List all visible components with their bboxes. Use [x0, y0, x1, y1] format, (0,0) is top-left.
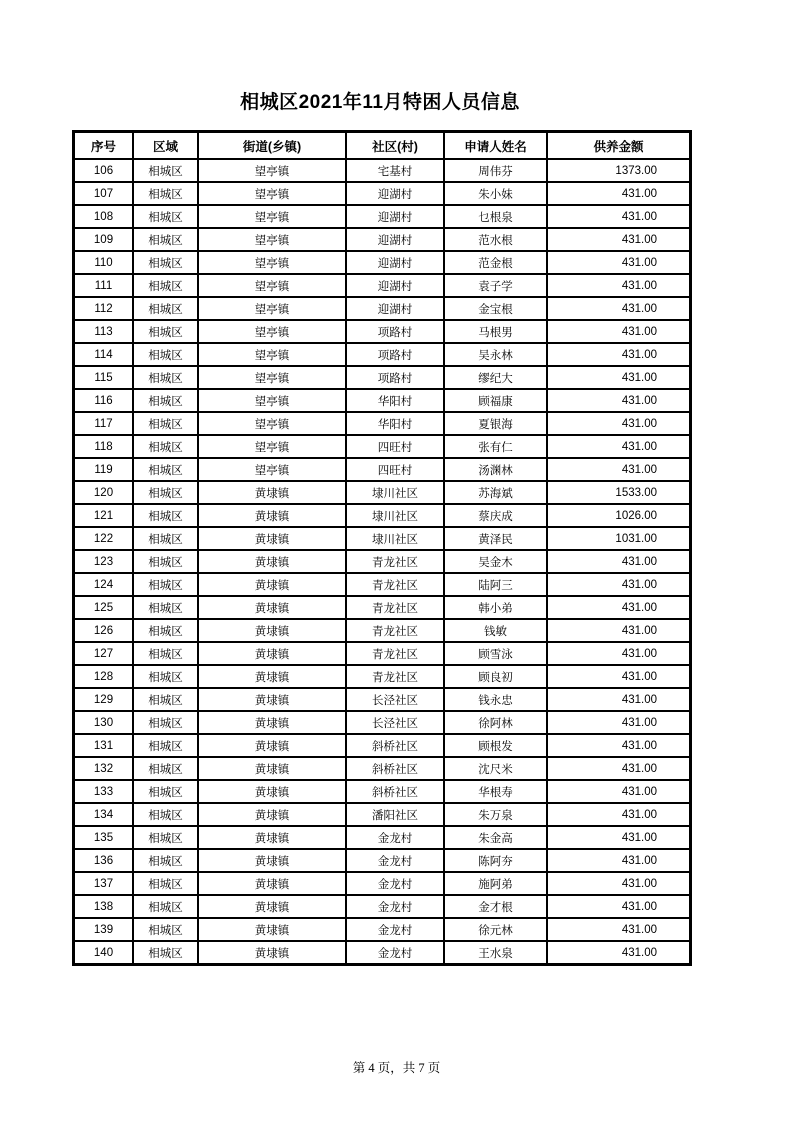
table-cell-community: 斜桥社区 [346, 780, 444, 803]
table-row [74, 596, 690, 619]
table-row [74, 228, 690, 251]
table-cell-index: 135 [74, 826, 133, 849]
table-cell-applicant: 徐元林 [444, 918, 547, 941]
table-cell-applicant: 金宝根 [444, 297, 547, 320]
table-cell-street: 望亭镇 [198, 343, 346, 366]
personnel-table [72, 130, 692, 966]
table-cell-index: 108 [74, 205, 133, 228]
table-row [74, 527, 690, 550]
table-cell-street: 黄埭镇 [198, 642, 346, 665]
table-cell-region: 相城区 [133, 320, 198, 343]
table-cell-index: 121 [74, 504, 133, 527]
table-cell-street: 黄埭镇 [198, 550, 346, 573]
table-cell-region: 相城区 [133, 642, 198, 665]
table-cell-amount: 431.00 [547, 297, 690, 320]
table-cell-street: 黄埭镇 [198, 688, 346, 711]
column-header-amount: 供养金额 [547, 132, 690, 159]
table-cell-region: 相城区 [133, 665, 198, 688]
table-cell-index: 106 [74, 159, 133, 182]
table-cell-street: 望亭镇 [198, 274, 346, 297]
table-cell-index: 115 [74, 366, 133, 389]
table-cell-community: 华阳村 [346, 389, 444, 412]
table-cell-community: 金龙村 [346, 872, 444, 895]
table-row [74, 734, 690, 757]
table-cell-community: 长泾社区 [346, 711, 444, 734]
table-cell-community: 斜桥社区 [346, 757, 444, 780]
table-cell-amount: 431.00 [547, 642, 690, 665]
table-row [74, 205, 690, 228]
table-cell-street: 黄埭镇 [198, 918, 346, 941]
table-cell-index: 124 [74, 573, 133, 596]
table-cell-region: 相城区 [133, 228, 198, 251]
table-row [74, 941, 690, 964]
table-cell-index: 140 [74, 941, 133, 964]
table-cell-street: 黄埭镇 [198, 941, 346, 964]
table-cell-community: 迎湖村 [346, 182, 444, 205]
table-cell-region: 相城区 [133, 780, 198, 803]
table-cell-applicant: 韩小弟 [444, 596, 547, 619]
table-cell-region: 相城区 [133, 412, 198, 435]
table-cell-applicant: 朱金高 [444, 826, 547, 849]
table-cell-region: 相城区 [133, 803, 198, 826]
table-cell-street: 望亭镇 [198, 320, 346, 343]
table-row [74, 803, 690, 826]
table-cell-region: 相城区 [133, 918, 198, 941]
table-cell-region: 相城区 [133, 895, 198, 918]
table-cell-region: 相城区 [133, 159, 198, 182]
table-cell-index: 117 [74, 412, 133, 435]
table-cell-street: 黄埭镇 [198, 849, 346, 872]
page-number: 第 4 页，共 7 页 [352, 1061, 441, 1075]
table-cell-street: 黄埭镇 [198, 826, 346, 849]
table-cell-applicant: 王水泉 [444, 941, 547, 964]
table-row [74, 826, 690, 849]
table-cell-amount: 431.00 [547, 596, 690, 619]
table-row [74, 918, 690, 941]
table-cell-amount: 431.00 [547, 688, 690, 711]
table-cell-applicant: 周伟芬 [444, 159, 547, 182]
table-row [74, 182, 690, 205]
table-cell-community: 埭川社区 [346, 481, 444, 504]
table-row [74, 872, 690, 895]
table-cell-index: 126 [74, 619, 133, 642]
table-cell-community: 宅基村 [346, 159, 444, 182]
table-cell-index: 132 [74, 757, 133, 780]
table-row [74, 343, 690, 366]
table-cell-street: 黄埭镇 [198, 780, 346, 803]
table-cell-street: 望亭镇 [198, 297, 346, 320]
table-cell-index: 131 [74, 734, 133, 757]
table-cell-community: 项路村 [346, 343, 444, 366]
table-cell-region: 相城区 [133, 274, 198, 297]
table-cell-amount: 431.00 [547, 711, 690, 734]
table-cell-applicant: 朱小妹 [444, 182, 547, 205]
table-cell-index: 107 [74, 182, 133, 205]
table-row [74, 711, 690, 734]
table-cell-applicant: 顾福康 [444, 389, 547, 412]
table-cell-index: 122 [74, 527, 133, 550]
table-cell-amount: 431.00 [547, 182, 690, 205]
table-cell-index: 138 [74, 895, 133, 918]
table-cell-street: 黄埭镇 [198, 734, 346, 757]
column-header-index: 序号 [74, 132, 133, 159]
table-cell-index: 139 [74, 918, 133, 941]
table-cell-community: 青龙社区 [346, 550, 444, 573]
table-cell-community: 迎湖村 [346, 228, 444, 251]
column-header-street: 街道(乡镇) [198, 132, 346, 159]
table-cell-applicant: 张有仁 [444, 435, 547, 458]
table-header [74, 132, 690, 159]
table-cell-region: 相城区 [133, 941, 198, 964]
column-header-region: 区域 [133, 132, 198, 159]
table-cell-street: 望亭镇 [198, 251, 346, 274]
table-cell-amount: 1373.00 [547, 159, 690, 182]
table-cell-region: 相城区 [133, 182, 198, 205]
table-row [74, 504, 690, 527]
table-cell-community: 青龙社区 [346, 665, 444, 688]
table-cell-street: 黄埭镇 [198, 504, 346, 527]
table-cell-index: 125 [74, 596, 133, 619]
table-row [74, 642, 690, 665]
table-cell-community: 金龙村 [346, 849, 444, 872]
table-cell-applicant: 陆阿三 [444, 573, 547, 596]
table-cell-community: 金龙村 [346, 941, 444, 964]
table-cell-applicant: 缪纪大 [444, 366, 547, 389]
table-row [74, 780, 690, 803]
table-cell-applicant: 钱永忠 [444, 688, 547, 711]
table-row [74, 320, 690, 343]
table-cell-index: 134 [74, 803, 133, 826]
table-cell-amount: 431.00 [547, 918, 690, 941]
table-cell-amount: 1026.00 [547, 504, 690, 527]
table-row [74, 389, 690, 412]
table-cell-applicant: 金才根 [444, 895, 547, 918]
table-cell-applicant: 顾良初 [444, 665, 547, 688]
table-cell-community: 项路村 [346, 320, 444, 343]
table-cell-amount: 1533.00 [547, 481, 690, 504]
table-cell-community: 长泾社区 [346, 688, 444, 711]
table-cell-region: 相城区 [133, 481, 198, 504]
table-cell-applicant: 蔡庆成 [444, 504, 547, 527]
table-cell-region: 相城区 [133, 550, 198, 573]
table-cell-street: 望亭镇 [198, 205, 346, 228]
table-cell-amount: 431.00 [547, 734, 690, 757]
table-cell-street: 望亭镇 [198, 182, 346, 205]
table-row [74, 619, 690, 642]
table-cell-amount: 431.00 [547, 849, 690, 872]
table-cell-region: 相城区 [133, 872, 198, 895]
table-cell-community: 青龙社区 [346, 596, 444, 619]
table-cell-street: 望亭镇 [198, 412, 346, 435]
table-row [74, 665, 690, 688]
table-cell-community: 青龙社区 [346, 642, 444, 665]
table-cell-amount: 431.00 [547, 573, 690, 596]
table-cell-community: 潘阳社区 [346, 803, 444, 826]
table-cell-index: 114 [74, 343, 133, 366]
table-row [74, 435, 690, 458]
table-cell-region: 相城区 [133, 711, 198, 734]
table-cell-index: 110 [74, 251, 133, 274]
table-cell-region: 相城区 [133, 527, 198, 550]
table-cell-amount: 431.00 [547, 228, 690, 251]
table-cell-index: 119 [74, 458, 133, 481]
table-cell-region: 相城区 [133, 734, 198, 757]
table-cell-amount: 431.00 [547, 389, 690, 412]
table-cell-community: 四旺村 [346, 458, 444, 481]
table-cell-amount: 431.00 [547, 941, 690, 964]
table-cell-street: 黄埭镇 [198, 895, 346, 918]
table-cell-amount: 431.00 [547, 803, 690, 826]
table-cell-index: 127 [74, 642, 133, 665]
table-cell-community: 青龙社区 [346, 573, 444, 596]
table-cell-amount: 1031.00 [547, 527, 690, 550]
table-cell-applicant: 徐阿林 [444, 711, 547, 734]
table-cell-amount: 431.00 [547, 619, 690, 642]
table-cell-community: 青龙社区 [346, 619, 444, 642]
table-cell-amount: 431.00 [547, 550, 690, 573]
table-row [74, 251, 690, 274]
table-cell-community: 四旺村 [346, 435, 444, 458]
table-header-row [74, 132, 690, 159]
table-cell-applicant: 施阿弟 [444, 872, 547, 895]
table-cell-community: 金龙村 [346, 918, 444, 941]
table-cell-index: 128 [74, 665, 133, 688]
table-cell-street: 黄埭镇 [198, 527, 346, 550]
column-header-community: 社区(村) [346, 132, 444, 159]
column-header-applicant: 申请人姓名 [444, 132, 547, 159]
table-cell-amount: 431.00 [547, 274, 690, 297]
table-cell-applicant: 苏海斌 [444, 481, 547, 504]
table-cell-index: 120 [74, 481, 133, 504]
table-row [74, 274, 690, 297]
table-cell-street: 黄埭镇 [198, 619, 346, 642]
table-cell-community: 迎湖村 [346, 297, 444, 320]
table-cell-street: 望亭镇 [198, 389, 346, 412]
table-cell-index: 113 [74, 320, 133, 343]
table-cell-amount: 431.00 [547, 780, 690, 803]
table-cell-street: 黄埭镇 [198, 803, 346, 826]
table-cell-applicant: 吴永林 [444, 343, 547, 366]
table-cell-amount: 431.00 [547, 251, 690, 274]
table-cell-amount: 431.00 [547, 665, 690, 688]
table-cell-applicant: 钱敏 [444, 619, 547, 642]
table-cell-region: 相城区 [133, 251, 198, 274]
table-cell-community: 华阳村 [346, 412, 444, 435]
table-row [74, 297, 690, 320]
table-cell-region: 相城区 [133, 757, 198, 780]
table-cell-amount: 431.00 [547, 343, 690, 366]
table-cell-index: 129 [74, 688, 133, 711]
table-cell-applicant: 范水根 [444, 228, 547, 251]
table-cell-amount: 431.00 [547, 826, 690, 849]
table-cell-amount: 431.00 [547, 205, 690, 228]
table-cell-community: 埭川社区 [346, 504, 444, 527]
table-cell-applicant: 陈阿夯 [444, 849, 547, 872]
table-row [74, 366, 690, 389]
table-row [74, 550, 690, 573]
table-cell-index: 116 [74, 389, 133, 412]
table-cell-index: 130 [74, 711, 133, 734]
table-cell-region: 相城区 [133, 297, 198, 320]
table-row [74, 159, 690, 182]
table-cell-community: 项路村 [346, 366, 444, 389]
table-cell-amount: 431.00 [547, 757, 690, 780]
table-cell-street: 望亭镇 [198, 228, 346, 251]
table-cell-region: 相城区 [133, 573, 198, 596]
table-row [74, 573, 690, 596]
table-cell-region: 相城区 [133, 343, 198, 366]
table-cell-region: 相城区 [133, 389, 198, 412]
table-cell-index: 112 [74, 297, 133, 320]
table-row [74, 895, 690, 918]
table-cell-index: 137 [74, 872, 133, 895]
table-cell-street: 望亭镇 [198, 435, 346, 458]
table-cell-community: 迎湖村 [346, 205, 444, 228]
table-cell-index: 111 [74, 274, 133, 297]
table-cell-applicant: 黄泽民 [444, 527, 547, 550]
table-cell-street: 黄埭镇 [198, 757, 346, 780]
table-cell-region: 相城区 [133, 458, 198, 481]
table-cell-region: 相城区 [133, 688, 198, 711]
table-cell-street: 黄埭镇 [198, 711, 346, 734]
table-row [74, 458, 690, 481]
table-cell-applicant: 华根寿 [444, 780, 547, 803]
table-cell-applicant: 乜根泉 [444, 205, 547, 228]
table-cell-amount: 431.00 [547, 366, 690, 389]
table-cell-street: 望亭镇 [198, 458, 346, 481]
table-cell-amount: 431.00 [547, 412, 690, 435]
table-cell-applicant: 夏银海 [444, 412, 547, 435]
table-cell-applicant: 范金根 [444, 251, 547, 274]
table-cell-street: 黄埭镇 [198, 596, 346, 619]
table-cell-applicant: 朱万泉 [444, 803, 547, 826]
table-cell-applicant: 袁子学 [444, 274, 547, 297]
table-cell-community: 金龙村 [346, 826, 444, 849]
table-cell-community: 迎湖村 [346, 274, 444, 297]
table-cell-index: 123 [74, 550, 133, 573]
table-cell-applicant: 顾根发 [444, 734, 547, 757]
table-cell-street: 黄埭镇 [198, 573, 346, 596]
table-cell-community: 迎湖村 [346, 251, 444, 274]
table-cell-region: 相城区 [133, 504, 198, 527]
table-cell-community: 斜桥社区 [346, 734, 444, 757]
table-cell-applicant: 汤渊林 [444, 458, 547, 481]
table-cell-street: 黄埭镇 [198, 481, 346, 504]
table-cell-region: 相城区 [133, 596, 198, 619]
table-cell-street: 望亭镇 [198, 159, 346, 182]
table-cell-street: 望亭镇 [198, 366, 346, 389]
table-cell-amount: 431.00 [547, 872, 690, 895]
table-row [74, 849, 690, 872]
table-cell-community: 金龙村 [346, 895, 444, 918]
table-cell-applicant: 吴金木 [444, 550, 547, 573]
page-title: 相城区2021年11月特困人员信息 [240, 92, 520, 113]
table-cell-region: 相城区 [133, 619, 198, 642]
table-cell-amount: 431.00 [547, 320, 690, 343]
table-cell-community: 埭川社区 [346, 527, 444, 550]
table-cell-amount: 431.00 [547, 895, 690, 918]
table-cell-region: 相城区 [133, 366, 198, 389]
table-cell-region: 相城区 [133, 435, 198, 458]
table-cell-applicant: 沈尺米 [444, 757, 547, 780]
table-row [74, 688, 690, 711]
table-row [74, 412, 690, 435]
table-cell-applicant: 顾雪泳 [444, 642, 547, 665]
table-cell-street: 黄埭镇 [198, 872, 346, 895]
table-cell-amount: 431.00 [547, 458, 690, 481]
table-row [74, 481, 690, 504]
table-cell-index: 109 [74, 228, 133, 251]
table-cell-region: 相城区 [133, 826, 198, 849]
table-body [74, 159, 690, 964]
table-row [74, 757, 690, 780]
table-cell-region: 相城区 [133, 849, 198, 872]
table-cell-amount: 431.00 [547, 435, 690, 458]
table-cell-street: 黄埭镇 [198, 665, 346, 688]
table-cell-index: 133 [74, 780, 133, 803]
table-cell-index: 118 [74, 435, 133, 458]
table-cell-region: 相城区 [133, 205, 198, 228]
table-cell-applicant: 马根男 [444, 320, 547, 343]
table-cell-index: 136 [74, 849, 133, 872]
